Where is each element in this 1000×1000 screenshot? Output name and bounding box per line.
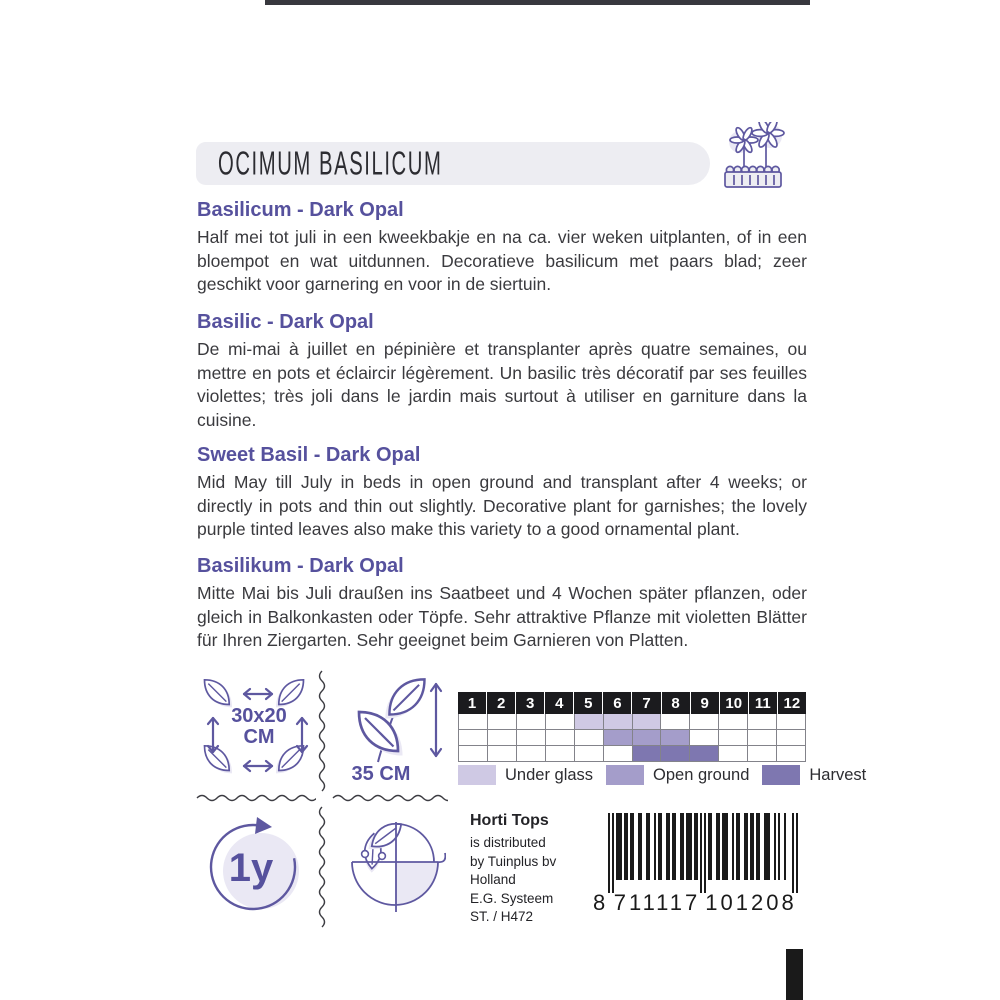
calendar-legend xyxy=(458,765,879,785)
calendar-cell xyxy=(517,746,546,761)
variety-heading-fr: Basilic - Dark Opal xyxy=(197,311,374,333)
description-fr: De mi-mai à juillet en pépinière et transplanter après quatre semaines, ou mettre en pots et éclaircir légèrement. Un basilic très décoratif par ses feuilles violettes; très joli dans le jardin mais surtout à utiliser en garniture dans la cuisine. xyxy=(197,339,807,430)
calendar-cell xyxy=(488,730,517,745)
plant-height-icon xyxy=(338,672,450,764)
calendar-cell xyxy=(604,714,633,729)
calendar-month-header: 1 xyxy=(458,692,487,714)
annual-cycle-icon xyxy=(203,813,307,917)
calendar-cell xyxy=(546,730,575,745)
svg-text:8: 8 xyxy=(593,890,606,915)
calendar-month-header: 4 xyxy=(545,692,574,714)
calendar-month-header: 6 xyxy=(603,692,632,714)
salad-bowl-icon xyxy=(338,816,446,920)
cycle-label: 1y xyxy=(228,846,274,890)
calendar-month-header: 8 xyxy=(662,692,691,714)
calendar-cell xyxy=(690,746,719,761)
calendar-cell xyxy=(604,730,633,745)
calendar-month-header: 2 xyxy=(487,692,516,714)
calendar-cell xyxy=(633,730,662,745)
calendar-cell xyxy=(690,730,719,745)
calendar-cell xyxy=(748,746,777,761)
barcode xyxy=(590,813,808,915)
calendar-cell xyxy=(690,714,719,729)
calendar-cell xyxy=(777,730,805,745)
calendar-month-header: 5 xyxy=(574,692,603,714)
legend-swatch xyxy=(606,765,644,785)
calendar-cell xyxy=(575,730,604,745)
legend-item xyxy=(762,765,866,785)
distributor-line: Holland xyxy=(470,872,516,887)
calendar-cell xyxy=(777,746,805,761)
calendar-cell xyxy=(517,730,546,745)
distributor-line: E.G. Systeem xyxy=(470,890,554,906)
calendar-month-header: 9 xyxy=(691,692,720,714)
legend-label: Under glass xyxy=(505,765,594,784)
distributor-line: by Tuinplus bv xyxy=(470,853,557,869)
distributor-line: ST. / H472 xyxy=(470,909,534,924)
divider-horizontal-left xyxy=(196,792,316,804)
calendar-cell xyxy=(661,730,690,745)
calendar-cell xyxy=(719,714,748,729)
calendar-row-under-glass xyxy=(459,714,805,729)
calendar-month-header: 10 xyxy=(720,692,749,714)
legend-item xyxy=(606,765,749,785)
calendar-cell xyxy=(459,746,488,761)
divider-horizontal-right xyxy=(332,792,448,804)
calendar-cell xyxy=(575,714,604,729)
barcode-bars xyxy=(608,813,798,893)
calendar-cell xyxy=(459,714,488,729)
calendar-row-harvest xyxy=(459,745,805,761)
legend-swatch xyxy=(762,765,800,785)
corner-print-mark xyxy=(786,949,803,1000)
calendar-cell xyxy=(575,746,604,761)
height-label: 35 CM xyxy=(351,763,411,785)
calendar-month-header: 3 xyxy=(516,692,545,714)
calendar-cell xyxy=(633,714,662,729)
svg-text:711117: 711117 xyxy=(613,890,701,915)
calendar-cell xyxy=(777,714,805,729)
calendar-cell xyxy=(719,746,748,761)
calendar-month-header: 12 xyxy=(778,692,806,714)
calendar-cell xyxy=(488,714,517,729)
calendar-cell xyxy=(517,714,546,729)
legend-label: Open ground xyxy=(653,765,750,784)
description-en: Mid May till July in beds in open ground and transplant after 4 weeks; or directly in pots and thin out slightly. Decorative plant for garnishes; the lovely purple tinted leaves also make this variety to a good ornamental plant. xyxy=(197,472,807,539)
top-edge-strip xyxy=(265,0,810,5)
legend-swatch xyxy=(458,765,496,785)
divider-vertical-bottom xyxy=(316,806,328,932)
calendar-row-open-ground xyxy=(459,729,805,745)
legend-item xyxy=(458,765,593,785)
calendar-cell xyxy=(719,730,748,745)
calendar-cell xyxy=(459,730,488,745)
variety-heading-de: Basilikum - Dark Opal xyxy=(197,555,404,577)
calendar-cell xyxy=(748,714,777,729)
variety-heading-en: Sweet Basil - Dark Opal xyxy=(197,444,421,466)
description-de: Mitte Mai bis Juli draußen ins Saatbeet und 4 Wochen später pflanzen, oder gleich in Balkonkasten oder Töpfe. Sehr attraktive Pflanze mit violetten Blätter für Ihren Ziergarten. Sehr geeignet beim Garnieren von Platten. xyxy=(197,583,807,650)
sowing-calendar xyxy=(458,692,806,762)
divider-vertical-top xyxy=(316,670,328,792)
section-dutch xyxy=(197,199,807,297)
distributor-name: Horti Tops xyxy=(470,812,549,829)
calendar-month-header: 11 xyxy=(749,692,778,714)
spacing-label: 30x20 CM xyxy=(231,705,287,748)
distributor-line: is distributed xyxy=(470,835,546,850)
calendar-cell xyxy=(546,746,575,761)
barcode-digits xyxy=(593,890,797,915)
calendar-cell xyxy=(661,714,690,729)
section-german xyxy=(197,555,807,653)
distributor-info xyxy=(470,812,556,927)
calendar-cell xyxy=(633,746,662,761)
calendar-cell xyxy=(661,746,690,761)
description-nl: Half mei tot juli in een kweekbakje en na ca. vier weken uitplanten, of in een bloempot en wat uitdunnen. Decoratieve basilicum met paars blad; zeer geschikt voor garnering en voor in de siertuin. xyxy=(197,227,807,294)
calendar-cell xyxy=(546,714,575,729)
calendar-cell xyxy=(748,730,777,745)
latin-name-title: OCIMUM BASILICUM xyxy=(218,143,443,183)
section-french xyxy=(197,311,807,432)
calendar-cell xyxy=(604,746,633,761)
calendar-month-header: 7 xyxy=(632,692,661,714)
flower-planter-icon xyxy=(710,122,796,194)
calendar-cell xyxy=(488,746,517,761)
legend-label: Harvest xyxy=(809,765,867,784)
title-banner xyxy=(196,142,710,185)
section-english xyxy=(197,444,807,542)
variety-heading-nl: Basilicum - Dark Opal xyxy=(197,199,404,221)
svg-text:101208: 101208 xyxy=(705,890,797,915)
calendar-header-row xyxy=(458,692,806,714)
calendar-grid xyxy=(458,714,806,762)
